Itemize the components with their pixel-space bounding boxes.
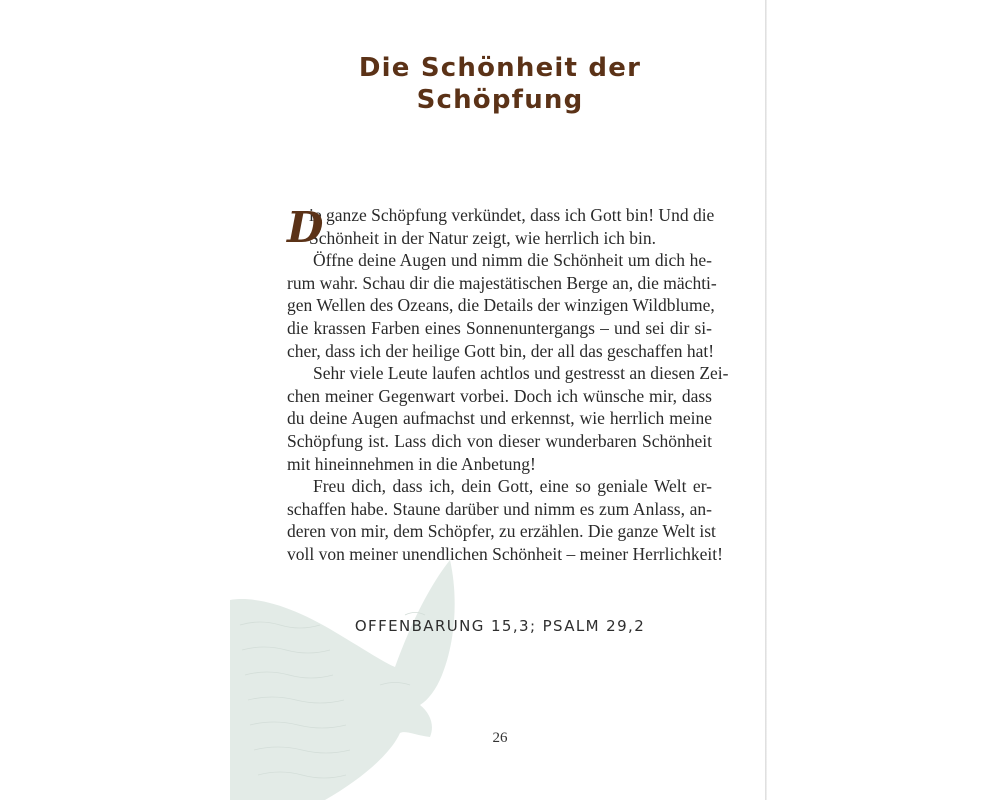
text-line: Schönheit in der Natur zeigt, wie herrlich ich bin. (309, 227, 656, 248)
scripture-reference: OFFENBARUNG 15,3; PSALM 29,2 (354, 617, 646, 635)
text-line: mit hineinnehmen in die Anbetung! (287, 453, 536, 474)
drop-cap: D (287, 203, 324, 252)
text-line: chen meiner Gegenwart vorbei. Doch ich wünsche mir, dass (287, 385, 712, 406)
page-edge (765, 0, 767, 800)
text-line: schaffen habe. Staune darüber und nimm es zum Anlass, an- (287, 498, 712, 519)
text-line: die krassen Farben eines Sonnenuntergangs – und sei dir si- (287, 317, 712, 338)
text-line: deren von mir, dem Schöpfer, zu erzählen. Die ganze Welt ist (287, 521, 716, 542)
text-line: du deine Augen aufmachst und erkennst, wie herrlich meine (287, 408, 712, 429)
text-line: Freu dich, dass ich, dein Gott, eine so geniale Welt er- (313, 476, 712, 497)
page-title (300, 52, 700, 116)
text-line: Schöpfung ist. Lass dich von dieser wunderbaren Schönheit (287, 430, 712, 451)
text-line: gen Wellen des Ozeans, die Details der winzigen Wildblume, (287, 295, 715, 316)
text-line: cher, dass ich der heilige Gott bin, der all das geschaffen hat! (287, 340, 715, 361)
text-line: Öffne deine Augen und nimm die Schönheit um dich he- (313, 250, 712, 271)
text-line: rum wahr. Schau dir die majestätischen Berge an, die mächti- (287, 272, 717, 293)
title-line-2: Schöpfung (416, 85, 584, 115)
text-line: voll von meiner unendlichen Schönheit – meiner Herrlichkeit! (287, 543, 723, 564)
text-line: ie ganze Schöpfung verkündet, dass ich Gott bin! Und die (309, 205, 715, 225)
devotional-text (287, 203, 729, 566)
dove-silhouette-icon (230, 555, 460, 800)
text-line: Sehr viele Leute laufen achtlos und gestresst an diesen Zei- (313, 363, 729, 384)
page-number: 26 (492, 730, 508, 746)
title-line-1: Die Schönheit der (358, 53, 642, 83)
